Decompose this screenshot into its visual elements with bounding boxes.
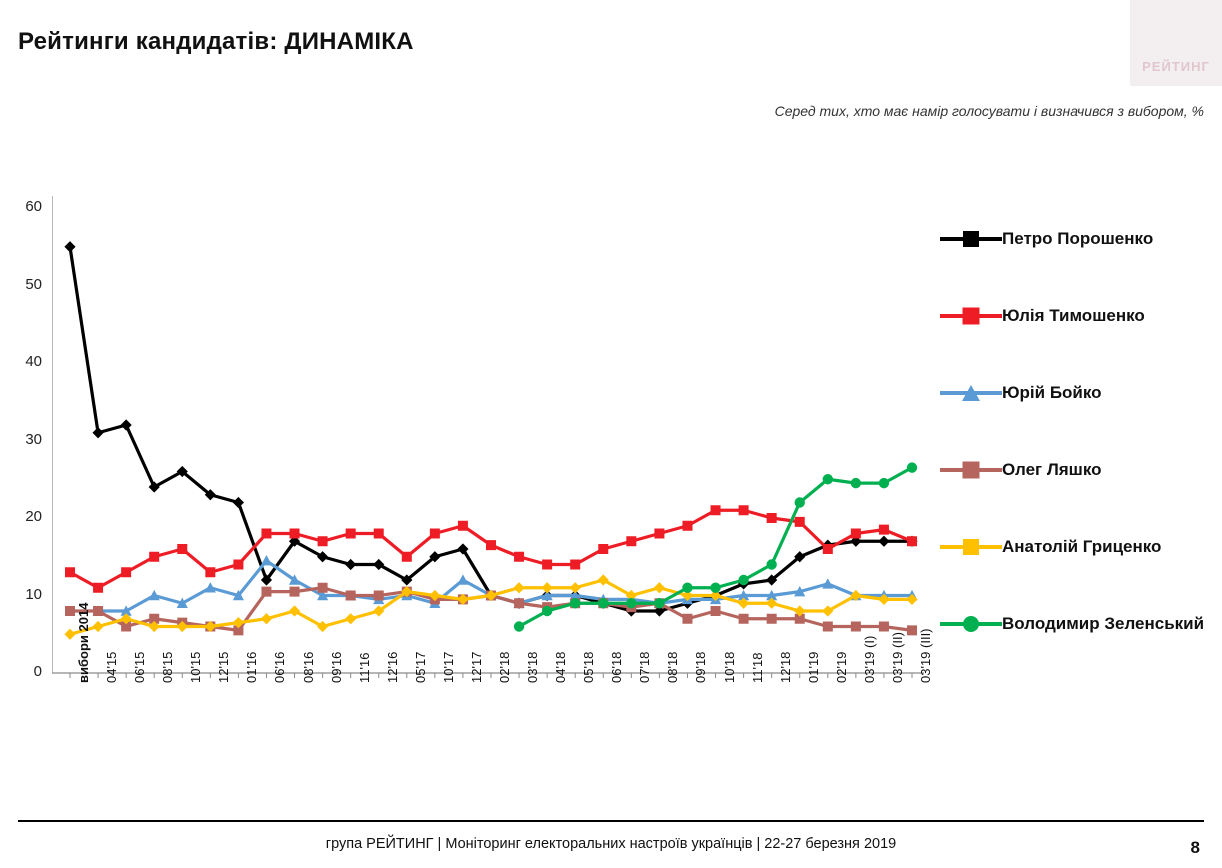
- x-axis-tick: 09'16: [328, 651, 344, 683]
- x-axis-tick: 11'16: [356, 652, 372, 683]
- legend-label: Юлія Тимошенко: [1002, 305, 1145, 325]
- chart-svg: [52, 178, 932, 823]
- x-axis-tick: 10'17: [440, 651, 456, 683]
- legend-marker-icon: [940, 460, 1002, 480]
- x-axis-tick: 12'15: [216, 651, 232, 683]
- y-axis-tick: 10: [25, 585, 42, 603]
- legend-item[interactable]: [940, 354, 1222, 431]
- legend-marker-icon: [940, 383, 1002, 403]
- x-axis-tick: 10'15: [188, 651, 204, 683]
- page-number: 8: [1190, 838, 1200, 857]
- legend-label: Петро Порошенко: [1002, 228, 1154, 248]
- legend-label: Анатолій Гриценко: [1002, 536, 1162, 556]
- brand-logo: [1130, 0, 1222, 86]
- x-axis-tick: 05'18: [581, 651, 597, 683]
- x-axis-tick: 08'16: [300, 651, 316, 683]
- legend-marker-icon: [940, 614, 1002, 634]
- x-axis-tick: 12'18: [777, 651, 793, 683]
- x-axis-tick: 12'17: [468, 651, 484, 683]
- legend-item[interactable]: [940, 585, 1222, 662]
- x-axis-tick: 01'16: [244, 651, 260, 683]
- legend-label: Юрій Бойко: [1002, 382, 1102, 402]
- x-axis-tick: 04'18: [553, 651, 569, 683]
- x-axis-tick: 06'18: [609, 651, 625, 683]
- page-title: Рейтинги кандидатів: ДИНАМІКА: [18, 28, 414, 55]
- chart-legend: [940, 200, 1222, 662]
- x-axis-tick: 11'18: [749, 652, 765, 683]
- x-axis-tick: вибори 2014: [76, 602, 91, 683]
- x-axis-tick: 01'19: [805, 651, 821, 683]
- y-axis-tick: 30: [25, 430, 42, 448]
- legend-marker-icon: [940, 537, 1002, 557]
- footer-note: група РЕЙТИНГ | Моніторинг електоральних настроїв українців | 22-27 березня 2019: [325, 836, 897, 852]
- x-axis-tick: 03'19 (I): [861, 635, 877, 683]
- legend-marker-icon: [940, 306, 1002, 326]
- logo-text: РЕЙТИНГ: [1142, 59, 1210, 74]
- chart-container: [0, 150, 940, 810]
- plot-area: [52, 178, 932, 823]
- legend-item[interactable]: [940, 277, 1222, 354]
- x-axis-tick: 06'15: [132, 651, 148, 683]
- x-axis-tick: 03'18: [525, 651, 541, 683]
- x-axis-tick: 07'18: [637, 651, 653, 683]
- x-axis-tick: 02'18: [497, 651, 512, 683]
- series-line: [64, 574, 917, 639]
- y-axis-tick: 20: [25, 508, 42, 525]
- x-axis-tick: 03'19 (III): [918, 628, 933, 683]
- y-axis-tick: 50: [25, 275, 42, 293]
- x-axis-tick: 12'16: [384, 651, 400, 683]
- y-axis-tick: 40: [25, 353, 42, 370]
- series-line: [92, 555, 917, 616]
- x-axis-tick: 08'15: [160, 651, 176, 683]
- legend-marker-icon: [940, 229, 1002, 249]
- legend-label: Олег Ляшко: [1002, 459, 1102, 479]
- legend-label: Володимир Зеленський: [1002, 613, 1205, 633]
- x-axis-tick: 04'15: [104, 651, 120, 683]
- y-axis-tick: 60: [25, 198, 42, 215]
- legend-item[interactable]: [940, 200, 1222, 277]
- y-axis-tick: 0: [33, 663, 42, 680]
- x-axis-tick: 05'17: [412, 651, 428, 683]
- x-axis-tick: 03'19 (II): [889, 632, 905, 683]
- x-axis-tick: 09'18: [693, 651, 709, 683]
- legend-item[interactable]: [940, 431, 1222, 508]
- series-line: [64, 241, 917, 616]
- x-axis-tick: 02'19: [833, 651, 849, 683]
- footer-divider: [18, 820, 1204, 822]
- x-axis-tick: 06'16: [272, 651, 288, 683]
- x-axis-tick: 08'18: [665, 651, 681, 683]
- series-line: [65, 505, 917, 593]
- chart-subtitle: Серед тих, хто має намір голосувати і визначився з вибором, %: [774, 103, 1204, 119]
- legend-item[interactable]: [940, 508, 1222, 585]
- x-axis-tick: 10'18: [721, 651, 737, 683]
